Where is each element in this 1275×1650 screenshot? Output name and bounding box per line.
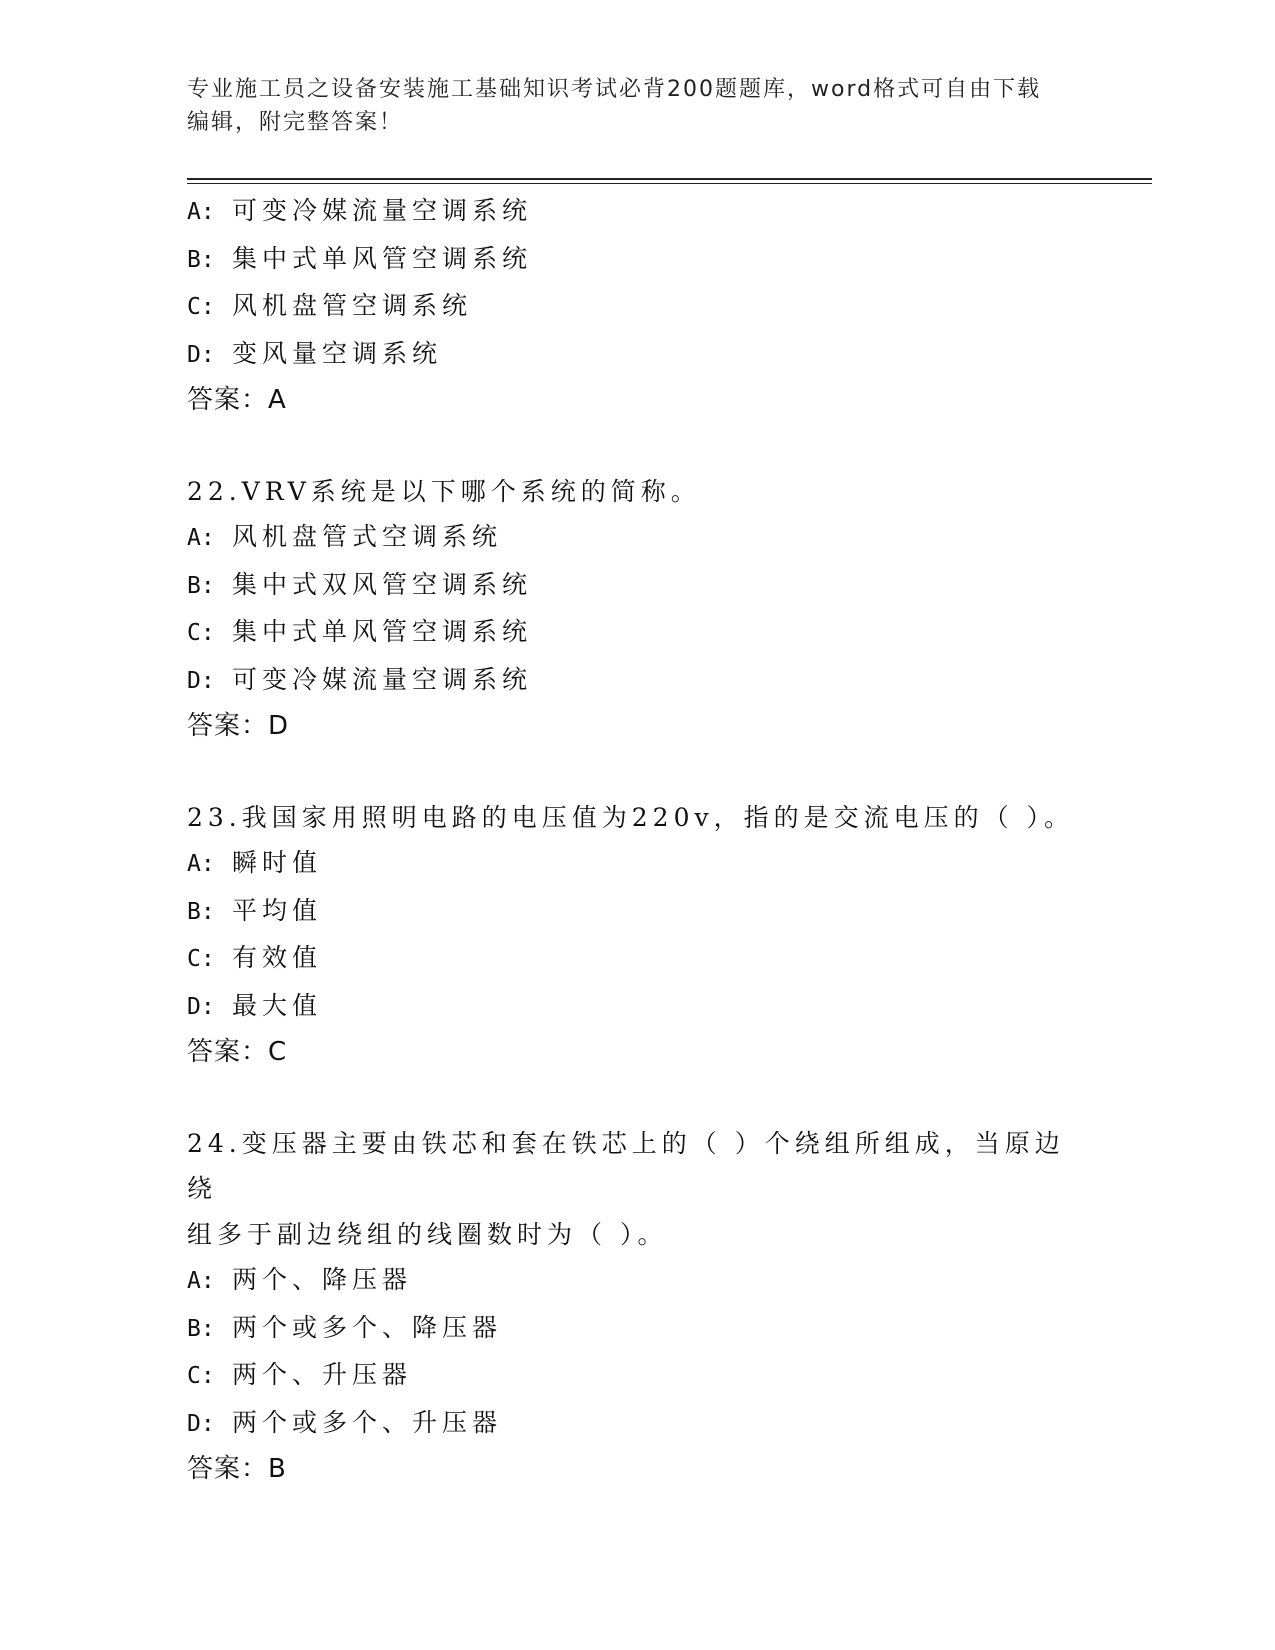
question-list xyxy=(187,188,1087,1493)
option-d: D: 两个或多个、升压器 xyxy=(187,1407,503,1437)
answer-value: A xyxy=(268,385,286,415)
option-text: 两个、降压器 xyxy=(232,1265,413,1294)
option-text: 可变冷媒流量空调系统 xyxy=(232,196,533,225)
option-text: 集中式单风管空调系统 xyxy=(232,617,533,646)
option-c: C: 风机盘管空调系统 xyxy=(187,291,473,320)
option-text: 风机盘管式空调系统 xyxy=(232,522,503,551)
option-c: C: 集中式单风管空调系统 xyxy=(187,617,533,646)
option-text: 最大值 xyxy=(232,990,323,1020)
answer-value: D xyxy=(268,711,289,741)
option-text: 两个、升压器 xyxy=(232,1360,413,1389)
answer-line: 答案：A xyxy=(187,385,286,415)
option-b: B: 平均值 xyxy=(187,895,323,925)
question-24 xyxy=(187,1121,1087,1493)
option-b: B: 集中式双风管空调系统 xyxy=(187,569,533,599)
option-text: 风机盘管空调系统 xyxy=(232,291,473,320)
option-d: D: 最大值 xyxy=(187,990,323,1020)
option-text: 变风量空调系统 xyxy=(232,338,443,368)
option-text: 集中式双风管空调系统 xyxy=(232,569,533,599)
option-b: B: 两个或多个、降压器 xyxy=(187,1312,503,1342)
option-c: C: 两个、升压器 xyxy=(187,1360,413,1389)
option-text: 可变冷媒流量空调系统 xyxy=(232,664,533,694)
question-stem: 22.VRV系统是以下哪个系统的简称。 xyxy=(187,476,701,506)
answer-line: 答案：D xyxy=(187,711,289,741)
option-a: A: 瞬时值 xyxy=(187,848,323,877)
question-stem-line-2: 组多于副边绕组的线圈数时为（ ）。 xyxy=(187,1219,668,1249)
question-23 xyxy=(187,795,1087,1076)
option-text: 瞬时值 xyxy=(232,848,323,877)
document-header xyxy=(187,73,1087,139)
header-rule-thin xyxy=(187,183,1152,184)
option-text: 集中式单风管空调系统 xyxy=(232,243,533,273)
option-a: A: 可变冷媒流量空调系统 xyxy=(187,196,533,225)
question-stem: 23.我国家用照明电路的电压值为220v，指的是交流电压的（ ）。 xyxy=(187,802,1075,832)
header-rule-thick xyxy=(187,178,1152,180)
option-d: D: 可变冷媒流量空调系统 xyxy=(187,664,533,694)
option-text: 两个或多个、升压器 xyxy=(232,1407,503,1437)
option-b: B: 集中式单风管空调系统 xyxy=(187,243,533,273)
option-a: A: 风机盘管式空调系统 xyxy=(187,522,503,551)
answer-line: 答案：B xyxy=(187,1454,286,1484)
prev-question-block xyxy=(187,188,1087,424)
question-stem-line-1: 24.变压器主要由铁芯和套在铁芯上的（ ）个绕组所组成，当原边绕 xyxy=(187,1128,1065,1203)
option-c: C: 有效值 xyxy=(187,943,323,972)
answer-line: 答案：C xyxy=(187,1037,287,1067)
header-line-2: 编辑，附完整答案！ xyxy=(187,110,404,135)
option-text: 有效值 xyxy=(232,943,323,972)
question-22 xyxy=(187,469,1087,750)
answer-value: C xyxy=(268,1037,287,1067)
option-d: D: 变风量空调系统 xyxy=(187,338,443,368)
option-text: 两个或多个、降压器 xyxy=(232,1312,503,1342)
answer-value: B xyxy=(268,1454,286,1484)
option-text: 平均值 xyxy=(232,895,323,925)
option-a: A: 两个、降压器 xyxy=(187,1265,413,1294)
header-line-1: 专业施工员之设备安装施工基础知识考试必背200题题库，word格式可自由下载 xyxy=(187,77,1042,102)
